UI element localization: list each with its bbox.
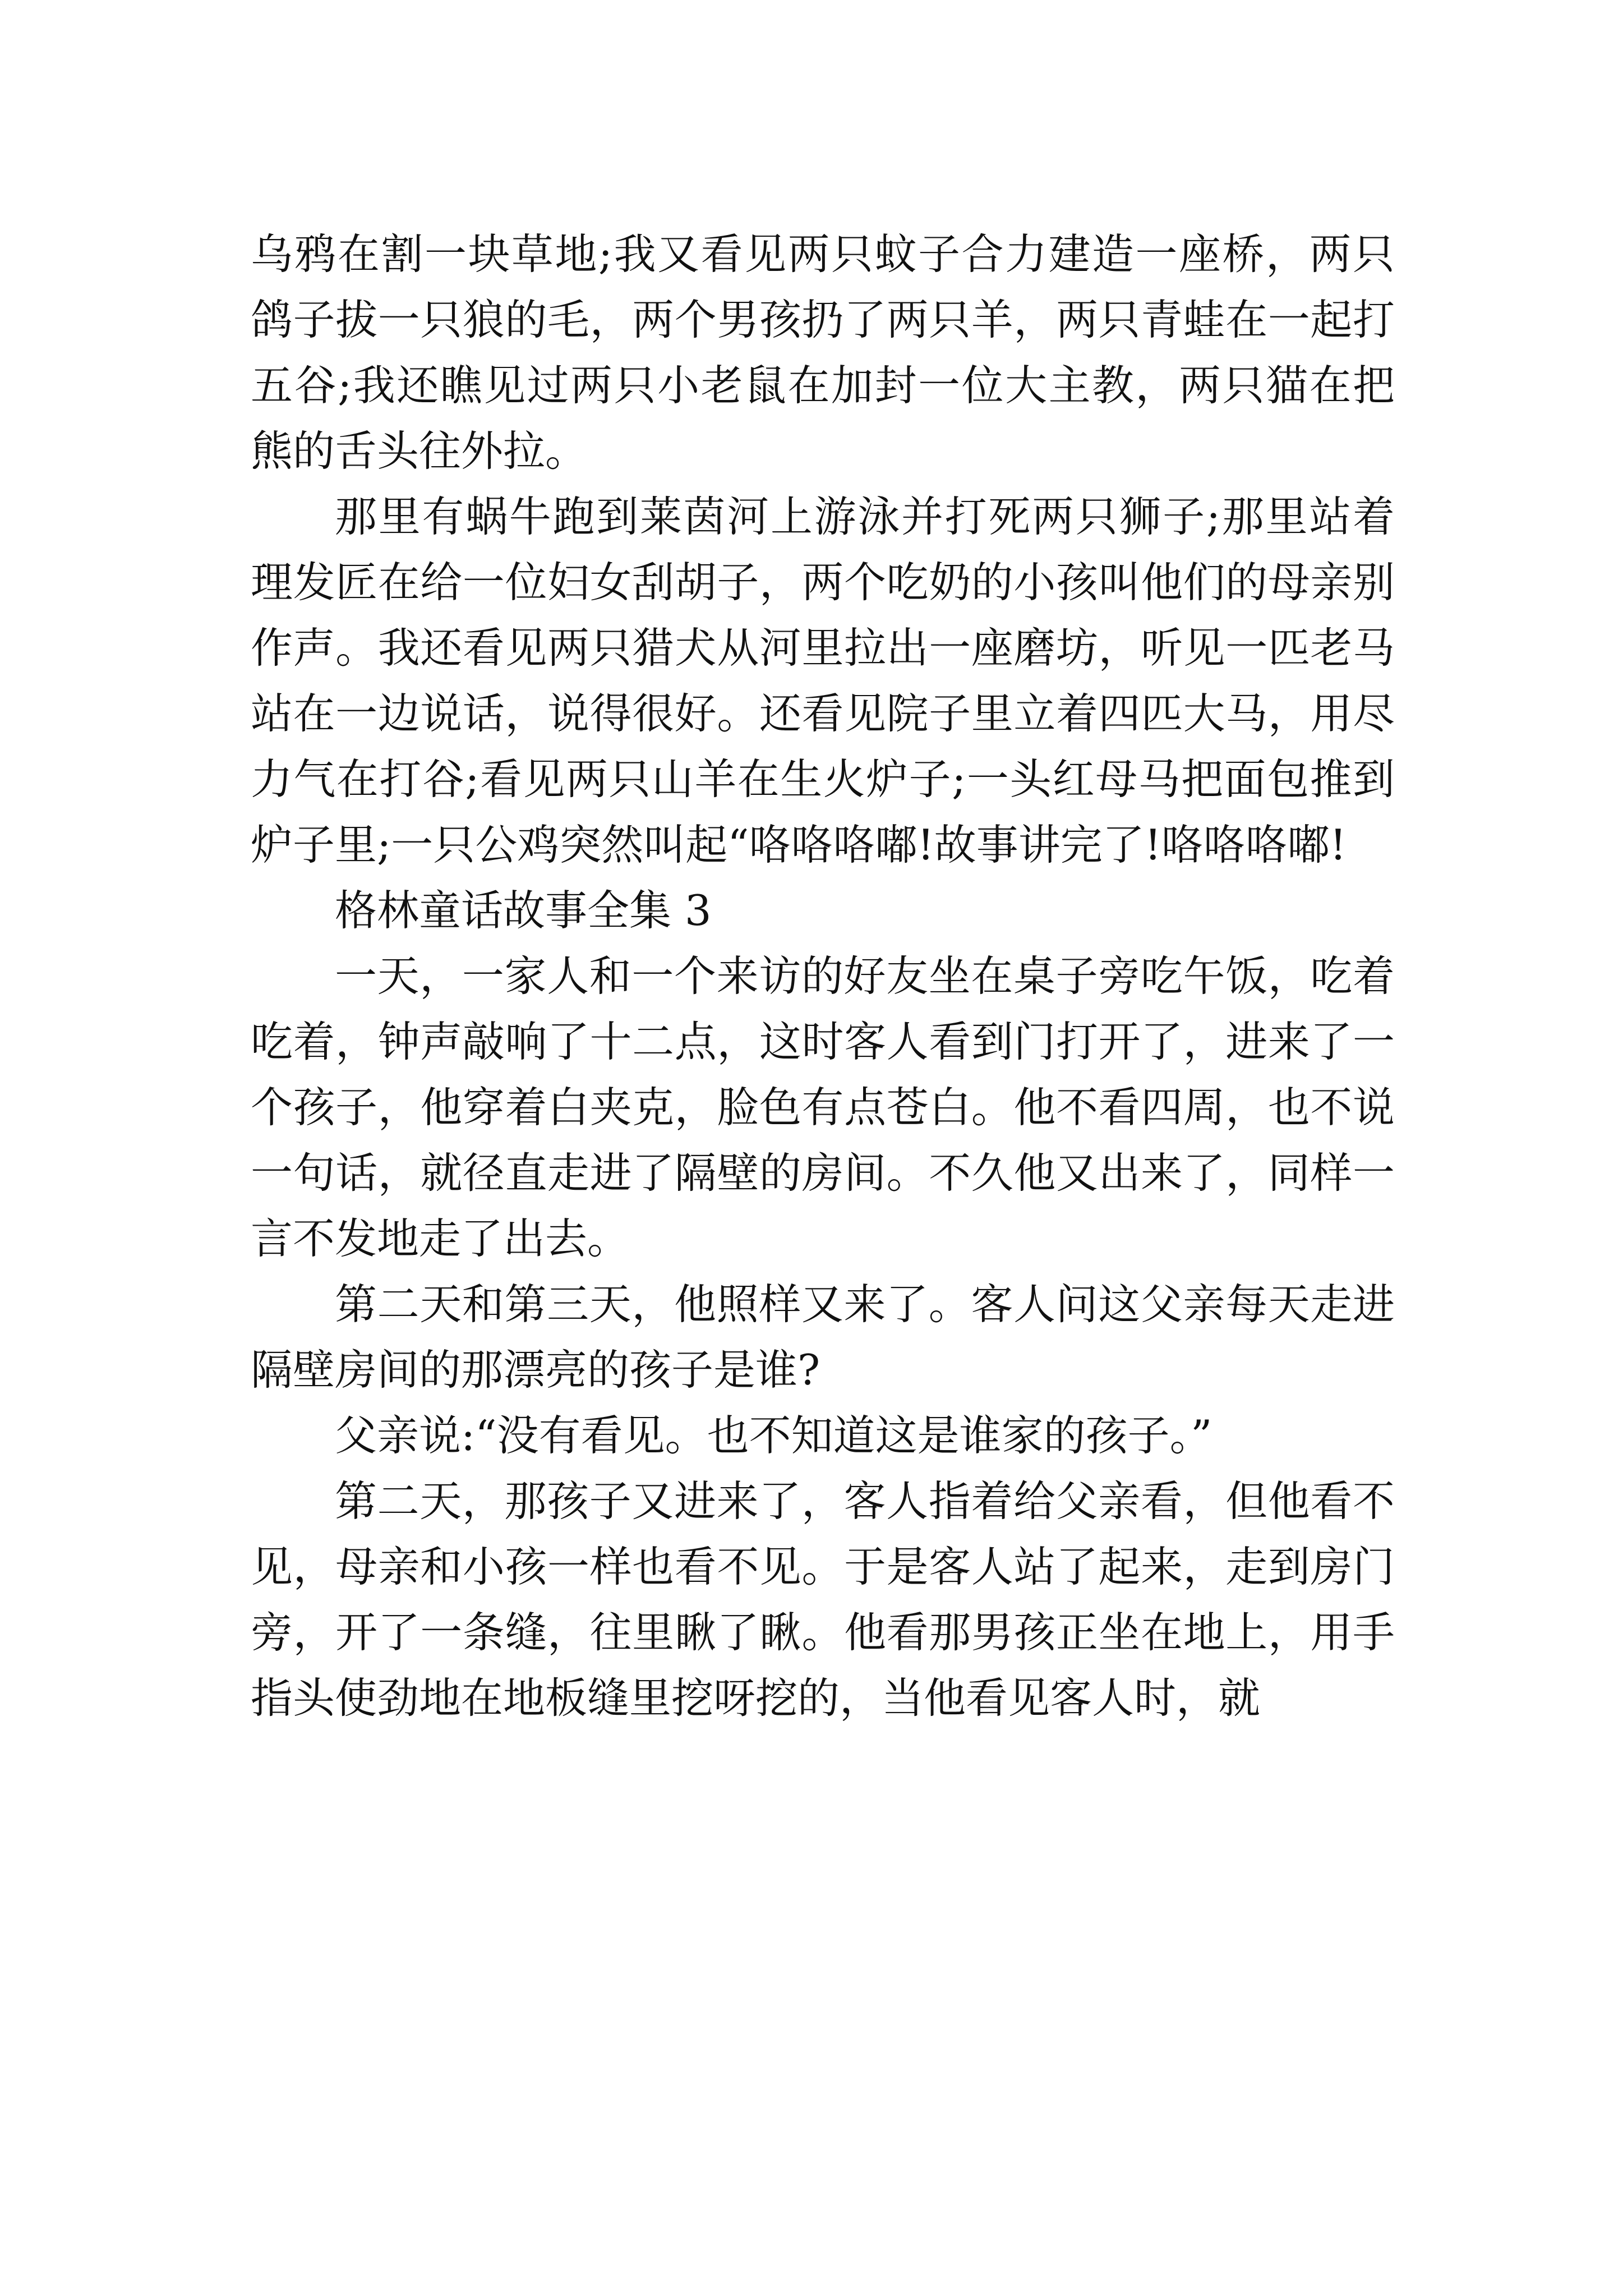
paragraph-6: 父亲说:“没有看见。也不知道这是谁家的孩子。” [335,1411,1212,1460]
paragraph-4: 一天，一家人和一个来访的好友坐在桌子旁吃午饭，吃着吃着，钟声敲响了十二点，这时客人看到门打开了，进来了一个孩子，他穿着白夹克，脸色有点苍白。他不看四周，也不说一句话，就径直走进了隔壁的房间。不久他又出来了，同样一言不发地走了出去。 [251,951,1395,1263]
paragraph-1: 乌鸦在割一块草地;我又看见两只蚊子合力建造一座桥，两只鸽子拔一只狼的毛，两个男孩扔了两只羊，两只青蛙在一起打五谷;我还瞧见过两只小老鼠在加封一位大主教，两只猫在把熊的舌头往外拉。 [251,229,1395,476]
section-heading: 格林童话故事全集 3 [335,886,712,935]
paragraph-2: 那里有蜗牛跑到莱茵河上游泳并打死两只狮子;那里站着理发匠在给一位妇女刮胡子，两个吃奶的小孩叫他们的母亲别作声。我还看见两只猎犬从河里拉出一座磨坊，听见一匹老马站在一边说话，说得很好。还看见院子里立着四匹大马，用尽力气在打谷;看见两只山羊在生火炉子;一头红母马把面包推到炉子里;一只公鸡突然叫起“咯咯咯嘟!故事讲完了!咯咯咯嘟! [251,492,1395,869]
paragraph-5: 第二天和第三天，他照样又来了。客人问这父亲每天走进隔壁房间的那漂亮的孩子是谁? [251,1280,1395,1395]
paragraph-7: 第二天，那孩子又进来了，客人指着给父亲看，但他看不见，母亲和小孩一样也看不见。于是客人站了起来，走到房门旁，开了一条缝，往里瞅了瞅。他看那男孩正坐在地上，用手指头使劲地在地板缝里挖呀挖的，当他看见客人时，就 [251,1476,1395,1723]
document-body [251,222,1395,1731]
